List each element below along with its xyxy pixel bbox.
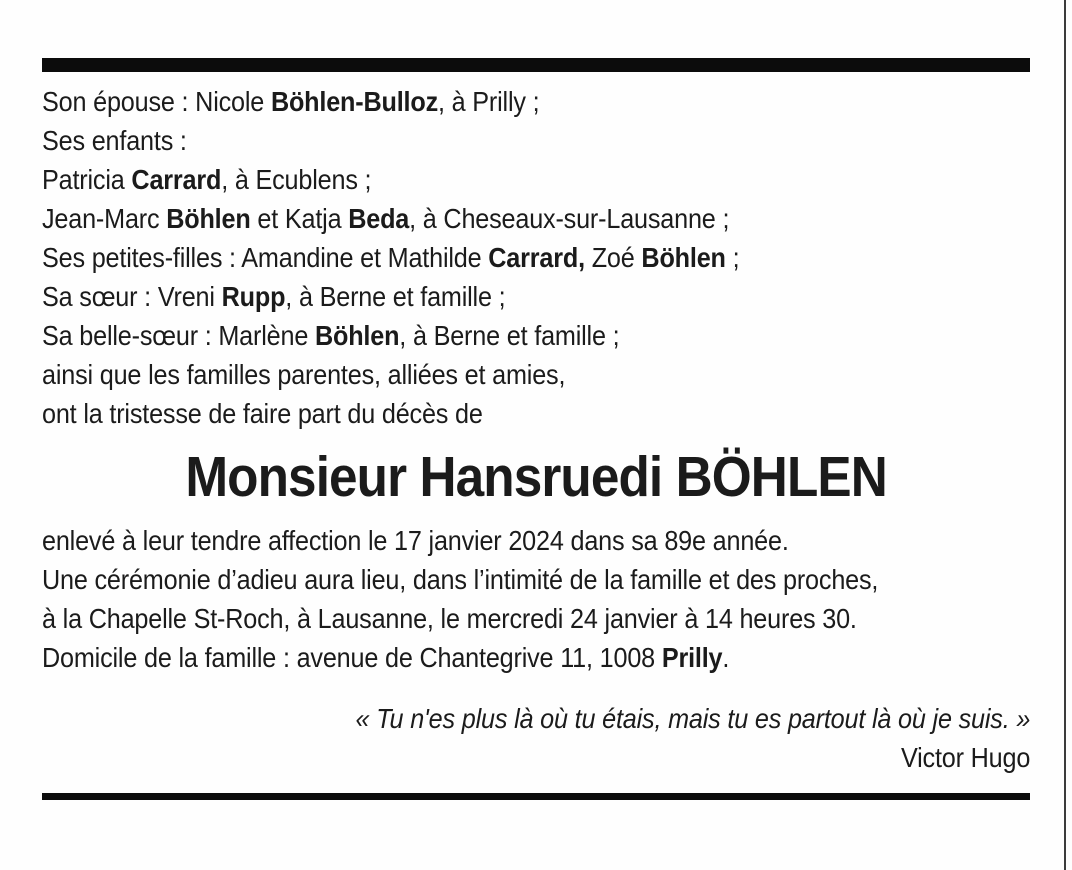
text-segment: ainsi que les familles parentes, alliées et amies, bbox=[42, 359, 566, 390]
text-segment: ; bbox=[725, 242, 740, 273]
notice-text-line bbox=[42, 394, 1030, 433]
notice-text-line bbox=[42, 316, 1030, 355]
quote-author: Victor Hugo bbox=[900, 742, 1031, 773]
family-list bbox=[42, 82, 1030, 433]
family-name-bold: Beda bbox=[348, 203, 410, 234]
notice-text-line bbox=[42, 355, 1030, 394]
notice-text-line bbox=[42, 560, 1030, 599]
notice-text-line bbox=[42, 599, 1030, 638]
notice-text-block bbox=[42, 82, 1030, 777]
notice-text-line bbox=[42, 160, 1030, 199]
text-segment: Zoé bbox=[584, 242, 642, 273]
text-segment: enlevé à leur tendre affection le 17 janvier 2024 dans sa 89e année. bbox=[42, 525, 789, 556]
family-name-bold: Böhlen-Bulloz bbox=[270, 86, 438, 117]
text-segment: Une cérémonie d’adieu aura lieu, dans l’intimité de la famille et des proches, bbox=[42, 564, 879, 595]
notice-text-line bbox=[42, 238, 1030, 277]
text-segment: à la Chapelle St-Roch, à Lausanne, le mercredi 24 janvier à 14 heures 30. bbox=[42, 603, 857, 634]
notice-text-line bbox=[42, 82, 1030, 121]
text-segment: , à Berne et famille ; bbox=[285, 281, 506, 312]
text-segment: , à Ecublens ; bbox=[221, 164, 372, 195]
text-segment: ont la tristesse de faire part du décès de bbox=[42, 398, 483, 429]
text-segment: Ses petites-filles : Amandine et Mathilde bbox=[42, 242, 489, 273]
family-name-bold: Böhlen bbox=[641, 242, 726, 273]
text-segment: , à Berne et famille ; bbox=[399, 320, 620, 351]
text-segment: Domicile de la famille : avenue de Chantegrive 11, 1008 bbox=[42, 642, 662, 673]
text-segment: Patricia bbox=[42, 164, 132, 195]
family-name-bold: Prilly bbox=[661, 642, 723, 673]
deceased-name-heading: Monsieur Hansruedi BÖHLEN bbox=[185, 445, 887, 509]
top-divider-rule bbox=[42, 58, 1030, 72]
text-segment: . bbox=[722, 642, 730, 673]
memorial-quote: « Tu n'es plus là où tu étais, mais tu es partout là où je suis. » bbox=[355, 703, 1031, 734]
notice-text-line bbox=[42, 277, 1030, 316]
ceremony-details bbox=[42, 521, 1030, 677]
text-segment: Sa sœur : Vreni bbox=[42, 281, 222, 312]
family-name-bold: Carrard, bbox=[488, 242, 585, 273]
page-edge-line bbox=[1064, 0, 1066, 870]
text-segment: Son épouse : Nicole bbox=[42, 86, 271, 117]
notice-text-line bbox=[42, 121, 1030, 160]
notice-text-line bbox=[42, 521, 1030, 560]
family-name-bold: Böhlen bbox=[166, 203, 251, 234]
notice-text-line bbox=[42, 638, 1030, 677]
notice-text-line bbox=[42, 199, 1030, 238]
text-segment: , à Prilly ; bbox=[437, 86, 540, 117]
family-name-bold: Rupp bbox=[221, 281, 286, 312]
text-segment: Sa belle-sœur : Marlène bbox=[42, 320, 315, 351]
text-segment: , à Cheseaux-sur-Lausanne ; bbox=[409, 203, 730, 234]
family-name-bold: Carrard bbox=[131, 164, 222, 195]
text-segment: Jean-Marc bbox=[42, 203, 167, 234]
family-name-bold: Böhlen bbox=[314, 320, 400, 351]
bottom-divider-rule bbox=[42, 793, 1030, 800]
notice-body bbox=[42, 82, 1030, 777]
text-segment: et Katja bbox=[250, 203, 349, 234]
text-segment: Ses enfants : bbox=[42, 125, 187, 156]
